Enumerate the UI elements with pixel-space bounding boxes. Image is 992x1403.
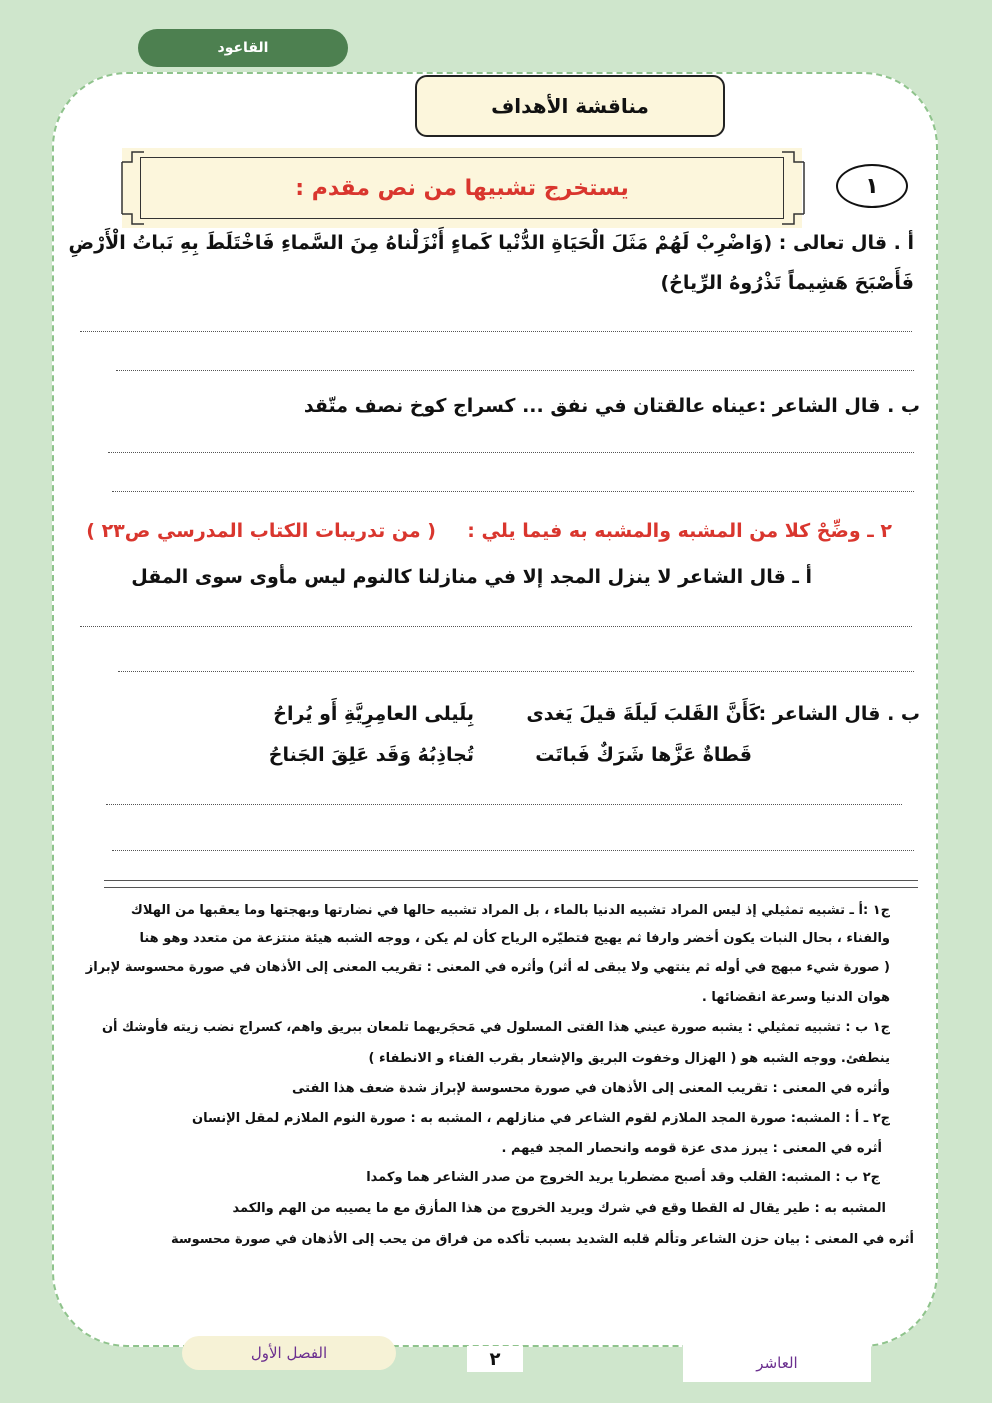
question-1b: ب . قال الشاعر :عيناه عالقتان في نفق ... كسراج كوخ نصف متّقد (303, 395, 920, 417)
answer-text-line: ينطفئ. ووجه الشبه هو ( الهزال وخفوت البريق والإشعار بقرب الفناء و الانطفاء ) (368, 1051, 890, 1066)
page-title-text: مناقشة الأهداف (491, 94, 649, 118)
question-2a: أ ـ قال الشاعر لا ينزل المجد إلا في منازلنا كالنوم ليس مأوى سوى المقل (131, 566, 812, 588)
question-2b-label: ب . قال الشاعر : (758, 703, 920, 725)
question-1a-line2: فَأَصْبَحَ هَشِيماً تَذْرُوهُ الرِّياحُ) (660, 272, 914, 294)
verse-2-second-half: تُجاذِبُهُ وَقَد عَلِقَ الجَناحُ (268, 744, 474, 766)
answer-text-line: المشبه به : طير يقال له القطا وقع في شرك ويريد الخروج من هذا المأزق مع ما يصيبه من الهم والكمد (232, 1201, 886, 1216)
answer-text-line: أثره في المعنى : يبرز مدى عزة قومه وانحصار المجد فيهم . (501, 1141, 882, 1156)
question-1a-line1: أ . قال تعالى : (وَاضْرِبْ لَهُمْ مَثَلَ الْحَيَاةِ الدُّنْيا كَماءٍ أَنْزَلْناهُ مِنَ السَّماءِ فَاخْتَلَطَ بِهِ نَباتُ الْأَرْضِ (68, 232, 914, 254)
verse-2-first-half: قَطاةٌ عَزَّها شَرَكٌ فَباتَت (535, 744, 752, 766)
grade-label (683, 1344, 871, 1382)
page-number (467, 1346, 523, 1372)
page-title (415, 75, 725, 137)
verse-1-second-half: بِلَيلى العامِرِيَّةِ أَو يُراحُ (273, 703, 474, 725)
answer-line[interactable] (112, 850, 914, 851)
answer-text-line: والفناء ، بحال النبات يكون أخضر وارفا ثم يهيج فتطيّره الرياح كأن لم يكن ، ووجه الشبه هيئة منتزعة من متعدد وهو هنا (139, 931, 890, 946)
answer-text-line: ج١ :أ ـ تشبيه تمثيلي إذ ليس المراد تشبيه الدنيا بالماء ، بل المراد تشبيه حالها في نضارتها وبهجتها وما يعقبها من الهلاك (130, 903, 890, 918)
answer-line[interactable] (108, 452, 914, 453)
answer-line[interactable] (116, 370, 914, 371)
objective-text-label: يستخرج تشبيها من نص مقدم : (295, 175, 629, 201)
verse-1-first-half: كَأَنَّ القَلبَ لَيلَةَ قيلَ يَغدى (526, 703, 760, 725)
answer-text-line: ج١ ب : تشبيه تمثيلي : يشبه صورة عيني هذا الفتى المسلول في مَحجَريهما تلمعان ببريق واهم، كسراج نضب زيته فأوشك أن (101, 1020, 890, 1035)
answer-text-line: ج٢ ب : المشبه: القلب وقد أصبح مضطربا يريد الخروج من صدر الشاعر هما وكمدا (366, 1170, 880, 1185)
answer-text-line: وأثره في المعنى : تقريب المعنى إلى الأذهان في صورة محسوسة لإبراز شدة ضعف هذا الفتى (292, 1081, 890, 1096)
answer-line[interactable] (80, 331, 912, 332)
semester-text: الفصل الأول (250, 1344, 328, 1362)
answer-text-line: ج٢ ـ أ : المشبه: صورة المجد الملازم لقوم الشاعر في منازلهم ، المشبه به : صورة النوم الملازم لمقل الإنسان (192, 1111, 890, 1126)
question-2-heading: ٢ ـ وضِّحْ كلا من المشبه والمشبه به فيما يلي : (467, 520, 892, 542)
question-2-source: ( من تدريبات الكتاب المدرسي ص٢٣ ) (86, 520, 436, 542)
answer-line[interactable] (80, 626, 912, 627)
semester-label (182, 1336, 396, 1370)
answer-line[interactable] (112, 491, 914, 492)
answer-text-line: ( صورة شيء مبهج في أوله ثم ينتهي ولا يبقى له أثر) وأثره في المعنى : تقريب المعنى إلى الأذهان في صورة محسوسة لإبراز (85, 960, 890, 975)
answer-text-line: هوان الدنيا وسرعة انقضائها . (701, 990, 890, 1005)
grade-text: العاشر (756, 1354, 798, 1372)
answer-line[interactable] (106, 804, 902, 805)
answers-separator (104, 880, 918, 888)
page-number-text: ٢ (489, 1348, 501, 1370)
author-tag (138, 29, 348, 67)
answer-line[interactable] (118, 671, 914, 672)
answer-text-line: أثره في المعنى : بيان حزن الشاعر وتألم قلبه الشديد بسبب تأكده من فراق من يحب إلى الأذهان في صورة محسوسة (170, 1232, 914, 1247)
author-tag-label: القاعود (217, 40, 269, 56)
question-number-badge (836, 164, 908, 208)
question-number: ١ (865, 173, 879, 199)
objective-text (140, 157, 784, 219)
